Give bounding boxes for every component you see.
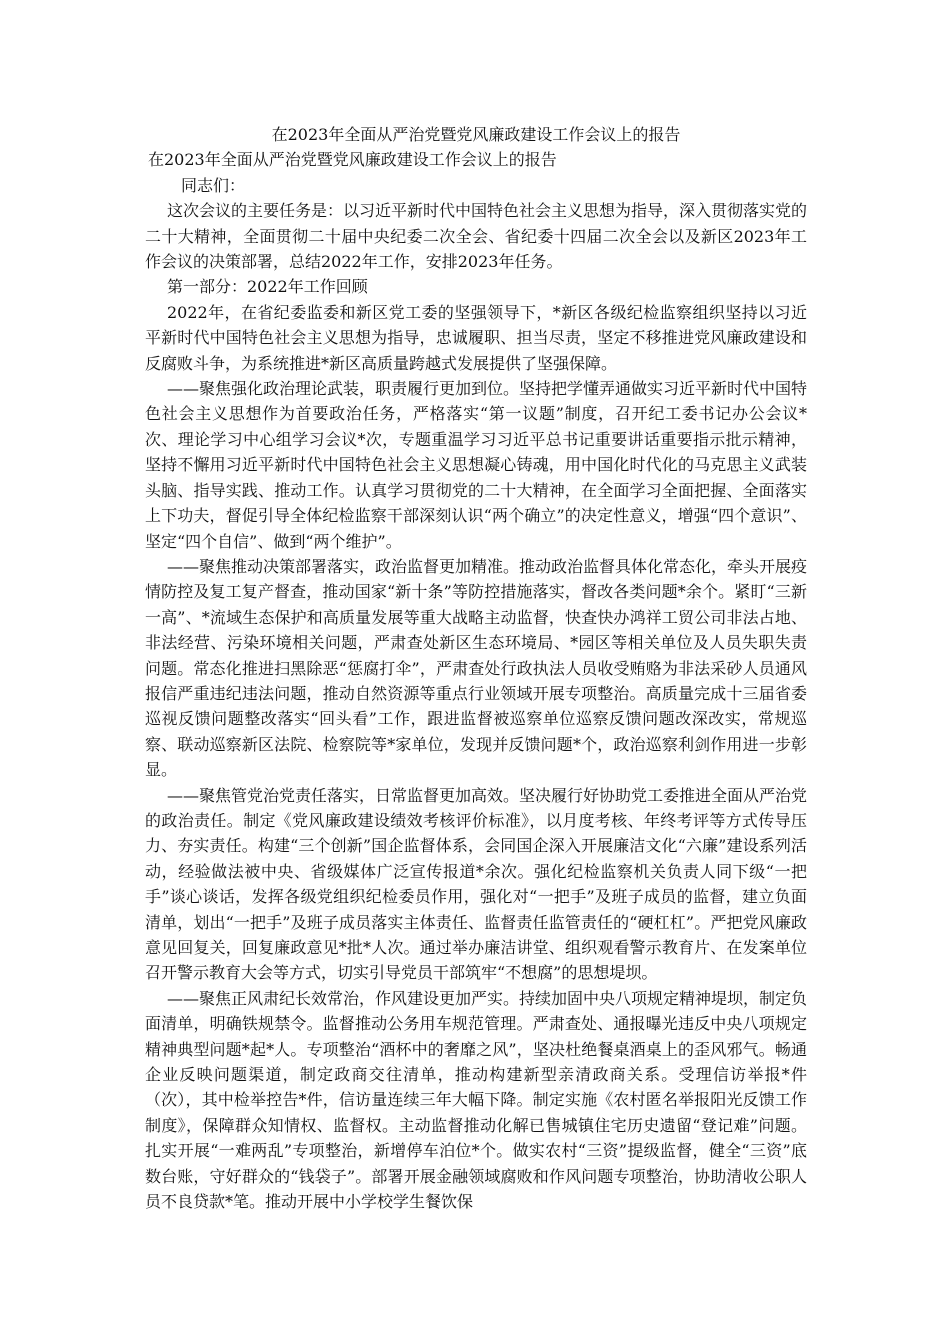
document-title-left: 在2023年全面从严治党暨党风廉政建设工作会议上的报告 [148,150,557,170]
document-body [145,120,807,1214]
body-paragraph-5: ——聚焦正风肃纪长效常治，作风建设更加严实。持续加固中央八项规定精神堤坝，制定负面清单，明确铁规禁令。监督推动公务用车规范管理。严肃查处、通报曝光违反中央八项规定精神典型问题*起*人。专项整治“酒杯中的奢靡之风”，坚决杜绝餐桌酒桌上的歪风邪气。畅通企业反映问题渠道，制定政商交往清单，推动构建新型亲清政商关系。受理信访举报*件（次），其中检举控告*件，信访量连续三年大幅下降。制定实施《农村匿名举报阳光反馈工作制度》，保障群众知情权、监督权。主动监督推动化解已售城镇住宅历史遗留“登记难”问题。扎实开展“一难两乱”专项整治，新增停车泊位*个。做实农村“三资”提级监督，健全“三资”底数台账，守好群众的“钱袋子”。部署开展金融领域腐败和作风问题专项整治，协助清收公职人员不良贷款*笔。推动开展中小学校学生餐饮保 [145,988,808,1212]
body-paragraph-2: ——聚焦强化政治理论武装，职责履行更加到位。坚持把学懂弄通做实习近平新时代中国特色社会主义思想作为首要政治任务，严格落实“第一议题”制度，召开纪工委书记办公会议*次、理论学习中心组学习会议*次，专题重温学习习近平总书记重要讲话重要指示批示精神，坚持不懈用习近平新时代中国特色社会主义思想凝心铸魂，用中国化时代化的马克思主义武装头脑、指导实践、推动工作。认真学习贯彻党的二十大精神，在全面学习全面把握、全面落实上下功夫，督促引导全体纪检监察干部深刻认识“两个确立”的决定性意义，增强“四个意识”、坚定“四个自信”、做到“两个维护”。 [145,379,808,551]
intro-paragraph: 这次会议的主要任务是：以习近平新时代中国特色社会主义思想为指导，深入贯彻落实党的二十大精神，全面贯彻二十届中央纪委二次全会、省纪委十四届二次全会以及新区2023年工作会议的决策部署，总结2022年工作，安排2023年任务。 [145,201,808,272]
greeting: 同志们： [181,175,246,195]
body-paragraph-1: 2022年，在省纪委监委和新区党工委的坚强领导下，*新区各级纪检监察组织坚持以习近平新时代中国特色社会主义思想为指导，忠诚履职、担当尽责，坚定不移推进党风廉政建设和反腐败斗争，为系统推进*新区高质量跨越式发展提供了坚强保障。 [145,302,807,373]
body-paragraph-4: ——聚焦管党治党责任落实，日常监督更加高效。坚决履行好协助党工委推进全面从严治党的政治责任。制定《党风廉政建设绩效考核评价标准》，以月度考核、年终考评等方式传导压力、夯实责任。构建“三个创新”国企监督体系，会同国企深入开展廉洁文化“六廉”建设系列活动，经验做法被中央、省级媒体广泛宣传报道*余次。强化纪检监察机关负责人同下级“一把手”谈心谈话，发挥各级党组织纪检委员作用，强化对“一把手”及班子成员的监督，建立负面清单，划出“一把手”及班子成员落实主体责任、监督责任监管责任的“硬杠杠”。严把党风廉政意见回复关，回复廉政意见*批*人次。通过举办廉洁讲堂、组织观看警示教育片、在发案单位召开警示教育大会等方式，切实引导党员干部筑牢“不想腐”的思想堤坝。 [145,785,808,983]
body-paragraph-3: ——聚焦推动决策部署落实，政治监督更加精准。推动政治监督具体化常态化，牵头开展疫情防控及复工复产督查，推动国家“新十条”等防控措施落实，督改各类问题*余个。紧盯“三新一高”、*流域生态保护和高质量发展等重大战略主动监督，快查快办鸿祥工贸公司非法占地、非法经营、污染环境相关问题，严肃查处新区生态环境局、*园区等相关单位及人员失职失责问题。常态化推进扫黑除恶“惩腐打伞”，严肃查处行政执法人员收受贿赂为非法采砂人员通风报信严重违纪违法问题，推动自然资源等重点行业领域开展专项整治。高质量完成十三届省委巡视反馈问题整改落实“回头看”工作，跟进监督被巡察单位巡察反馈问题改深改实，常规巡察、联动巡察新区法院、检察院等*家单位，发现并反馈问题*个，政治巡察利剑作用进一步彰显。 [145,556,808,780]
document-title-centered: 在2023年全面从严治党暨党风廉政建设工作会议上的报告 [271,125,681,144]
section-heading: 第一部分：2022年工作回顾 [167,277,368,297]
